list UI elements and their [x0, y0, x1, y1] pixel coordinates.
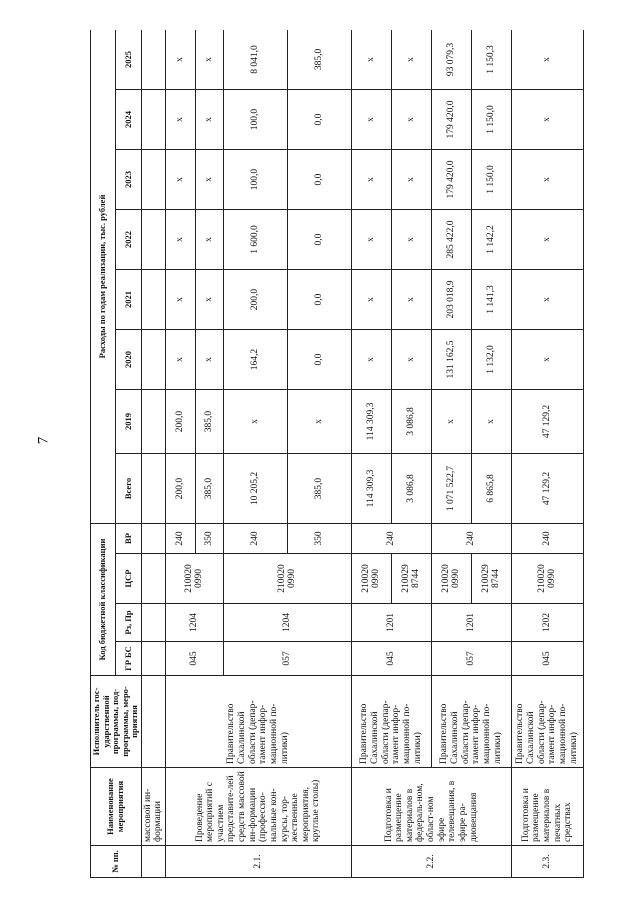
table-row-2-3: [511, 30, 583, 878]
cell: [141, 642, 165, 676]
header-2023: 2023: [116, 150, 141, 210]
cell-rzpr: 1204: [223, 604, 351, 642]
cell-csr: 210029 8744: [471, 554, 511, 604]
header-expenses: Расходы по годам реализации, тыс. рублей: [91, 30, 116, 524]
cell: [141, 90, 165, 150]
cell-total: 3 086,8: [391, 454, 431, 524]
cell-num-2-2: 2.2.: [351, 846, 511, 878]
cell-rzpr: 1201: [351, 604, 431, 642]
header-2024: 2024: [116, 90, 141, 150]
cell: [141, 270, 165, 330]
cell-2025: 1 150,3: [471, 30, 511, 90]
cell-2020: 131 162,5: [431, 330, 471, 390]
budget-table: [90, 30, 584, 878]
cell-2024: 100,0: [223, 90, 287, 150]
cell-2021: х: [165, 270, 195, 330]
cell-2022: х: [511, 210, 583, 270]
cell-2024: 179 420,0: [431, 90, 471, 150]
cell-2022: 0,0: [287, 210, 351, 270]
header-row-1: [91, 30, 116, 878]
cell: [141, 150, 165, 210]
cell-2024: 0,0: [287, 90, 351, 150]
header-executor: Исполнитель гос-ударственной программы, под-программы, меро-приятия: [91, 676, 142, 768]
cell-2025: х: [351, 30, 391, 90]
cell-csr: 210020 0990: [223, 554, 351, 604]
cell-vr: 350: [287, 524, 351, 554]
table-row-2-2-b1: [431, 30, 471, 878]
cell-2020: х: [195, 330, 223, 390]
cell-2023: х: [511, 150, 583, 210]
cell-2025: 8 041,0: [223, 30, 287, 90]
cell-2025: 385,0: [287, 30, 351, 90]
cell-2021: 203 018,9: [431, 270, 471, 330]
cell-total: 6 865,8: [471, 454, 511, 524]
cell-2019: х: [287, 390, 351, 454]
cell-vr: 350: [195, 524, 223, 554]
cell-2023: 0,0: [287, 150, 351, 210]
cell-2024: х: [165, 90, 195, 150]
header-grbs: ГР БС: [116, 642, 141, 676]
cell-rzpr: 1202: [511, 604, 583, 642]
cell-num-2-1: 2.1.: [165, 846, 351, 878]
cell-grbs: 045: [351, 642, 431, 676]
cell-num-2-3: 2.3.: [511, 846, 583, 878]
cell-executor-2-2-a: Правительство Сахалинской области (депар-тамент инфор-мационной по-литики): [351, 676, 431, 768]
header-name: Наименование мероприятия: [91, 768, 142, 846]
cell-2019: 200,0: [165, 390, 195, 454]
cell-2023: 179 420,0: [431, 150, 471, 210]
table-row-2-2-a1: [351, 30, 391, 878]
cell-2021: х: [195, 270, 223, 330]
cell-2025: х: [165, 30, 195, 90]
cell-name-continuation: массовой ин-формации: [141, 768, 165, 846]
cell-2020: х: [511, 330, 583, 390]
cell-2020: х: [351, 330, 391, 390]
header-2025: 2025: [116, 30, 141, 90]
cell-2019: х: [223, 390, 287, 454]
cell-csr: 210020 0990: [165, 554, 223, 604]
cell-csr: 210029 8744: [391, 554, 431, 604]
cell-rzpr: 1201: [431, 604, 511, 642]
table-stage: [90, 30, 620, 878]
cell-2020: 0,0: [287, 330, 351, 390]
header-num: № пп.: [91, 846, 142, 878]
page-number: 7: [35, 436, 52, 445]
cell: [141, 676, 165, 768]
cell: [141, 30, 165, 90]
cell-2023: х: [165, 150, 195, 210]
cell-2025: х: [195, 30, 223, 90]
cell-total: 385,0: [287, 454, 351, 524]
cell-csr: 210020 0990: [351, 554, 391, 604]
cell-2023: х: [351, 150, 391, 210]
cell-vr: 240: [431, 524, 511, 554]
cell-name-2-2: Подготовка и размещение материалов в федераль-ном, област-ном эфире телевещания, в эфире ра-диовещания: [351, 768, 511, 846]
cell-name-2-1: Проведение мероприятий с участием представите-лей средств массовой ин-формации (профессио-нальные кон-курсы, тор-жественные мероприятия, круглые столы): [165, 768, 351, 846]
header-vr: ВР: [116, 524, 141, 554]
cell-2022: х: [165, 210, 195, 270]
cell-2020: х: [391, 330, 431, 390]
cell-2024: х: [351, 90, 391, 150]
cell-2023: х: [195, 150, 223, 210]
cell-grbs: 045: [165, 642, 223, 676]
cell-2020: х: [165, 330, 195, 390]
cell-total: 1 071 522,7: [431, 454, 471, 524]
cell-2025: х: [391, 30, 431, 90]
header-2020: 2020: [116, 330, 141, 390]
cell-2024: х: [511, 90, 583, 150]
cell: [141, 604, 165, 642]
cell-2020: 164,2: [223, 330, 287, 390]
cell-executor-2-3: Правительство Сахалинской области (депар-тамент инфор-мационной по-литики): [511, 676, 583, 768]
cell: [141, 454, 165, 524]
cell-total: 10 205,2: [223, 454, 287, 524]
cell-2021: 1 141,3: [471, 270, 511, 330]
cell-grbs: 057: [431, 642, 511, 676]
header-2022: 2022: [116, 210, 141, 270]
header-2021: 2021: [116, 270, 141, 330]
cell-2022: х: [351, 210, 391, 270]
cell-csr: 210020 0990: [511, 554, 583, 604]
cell-2019: 47 129,2: [511, 390, 583, 454]
header-2019: 2019: [116, 390, 141, 454]
cell-2025: х: [511, 30, 583, 90]
cell-vr: 240: [223, 524, 287, 554]
cell-2019: 3 086,8: [391, 390, 431, 454]
cell-grbs: 045: [511, 642, 583, 676]
cell-grbs: 057: [223, 642, 351, 676]
cell: [141, 210, 165, 270]
cell: [141, 390, 165, 454]
cell-total: 200,0: [165, 454, 195, 524]
cell-2019: х: [471, 390, 511, 454]
cell-vr: 240: [351, 524, 431, 554]
cell: [141, 846, 165, 878]
cell-executor-2-1: Правительство Сахалинской области (депар-тамент инфор-мационной по-литики): [165, 676, 351, 768]
cell-2022: 1 142,2: [471, 210, 511, 270]
cell-total: 47 129,2: [511, 454, 583, 524]
cell: [141, 554, 165, 604]
header-rzpr: Рз, Пр: [116, 604, 141, 642]
header-csr: ЦСР: [116, 554, 141, 604]
cell-2019: х: [431, 390, 471, 454]
cell-executor-2-2-b: Правительство Сахалинской области (депар-тамент инфор-мационной по-литики): [431, 676, 511, 768]
cell-csr: 210020 0990: [431, 554, 471, 604]
cell-2021: х: [351, 270, 391, 330]
cell-2023: 1 150,0: [471, 150, 511, 210]
cell-2023: 100,0: [223, 150, 287, 210]
cell-2024: х: [391, 90, 431, 150]
cell-2019: 385,0: [195, 390, 223, 454]
cell-2022: 1 600,0: [223, 210, 287, 270]
table-row-continuation: [141, 30, 165, 878]
cell-2019: 114 309,3: [351, 390, 391, 454]
cell-2021: 200,0: [223, 270, 287, 330]
header-kbk: Код бюджетной классификации: [91, 524, 116, 676]
cell-2023: х: [391, 150, 431, 210]
cell-vr: 240: [511, 524, 583, 554]
rotated-table-container: [90, 30, 620, 878]
cell-2021: х: [391, 270, 431, 330]
cell-2022: х: [195, 210, 223, 270]
cell-2021: х: [511, 270, 583, 330]
cell-name-2-3: Подготовка и размещение материалов в печатных средствах: [511, 768, 583, 846]
cell-2021: 0,0: [287, 270, 351, 330]
cell-2020: 1 132,0: [471, 330, 511, 390]
cell-2024: х: [195, 90, 223, 150]
cell-2025: 93 079,3: [431, 30, 471, 90]
cell-2022: х: [391, 210, 431, 270]
table-row-2-1-a1: [165, 30, 195, 878]
cell-total: 114 309,3: [351, 454, 391, 524]
cell-2024: 1 150,0: [471, 90, 511, 150]
cell-rzpr: 1204: [165, 604, 223, 642]
cell-vr: 240: [165, 524, 195, 554]
header-total: Всего: [116, 454, 141, 524]
cell: [141, 330, 165, 390]
cell-total: 385,0: [195, 454, 223, 524]
cell-2022: 285 422,0: [431, 210, 471, 270]
cell: [141, 524, 165, 554]
